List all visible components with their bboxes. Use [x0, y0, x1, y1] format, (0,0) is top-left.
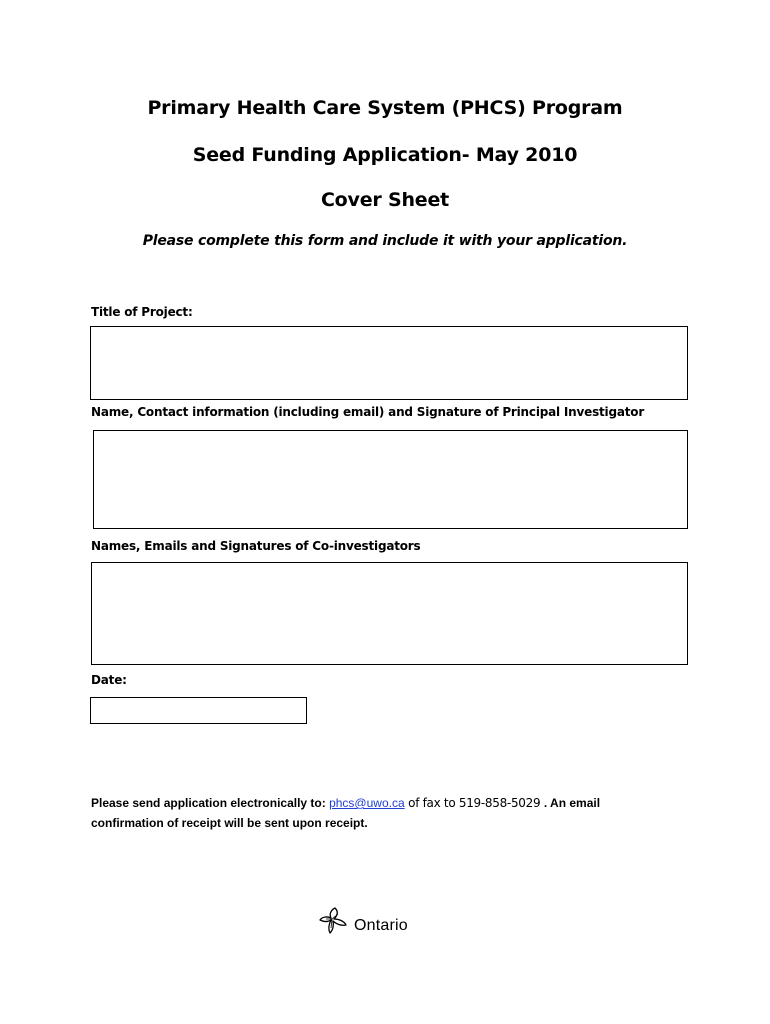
project-title-label: Title of Project: — [91, 305, 193, 319]
submission-instructions — [91, 793, 691, 833]
project-title-field[interactable] — [90, 326, 688, 400]
date-field[interactable] — [90, 697, 307, 724]
principal-investigator-field[interactable] — [93, 430, 688, 529]
trillium-icon — [318, 904, 354, 938]
coinvestigators-field[interactable] — [91, 562, 688, 665]
document-title: Primary Health Care System (PHCS) Program — [147, 97, 623, 119]
email-link[interactable]: phcs@uwo.ca — [329, 796, 405, 810]
confirmation-text-first: . An email — [543, 796, 601, 810]
date-label: Date: — [91, 673, 127, 687]
cover-sheet-heading: Cover Sheet — [320, 189, 450, 211]
principal-investigator-label: Name, Contact information (including email) and Signature of Principal Investigator — [91, 405, 645, 419]
instruction-text: Please complete this form and include it with your application. — [142, 233, 628, 249]
fax-text: of fax to 519-858-5029 — [404, 796, 544, 810]
confirmation-text-second: confirmation of receipt will be sent upon receipt. — [91, 816, 368, 830]
ontario-logo — [318, 904, 438, 938]
document-subtitle: Seed Funding Application- May 2010 — [192, 144, 578, 166]
coinvestigators-label: Names, Emails and Signatures of Co-investigators — [91, 539, 421, 553]
ontario-logo-text: Ontario — [354, 917, 408, 934]
send-prefix-text: Please send application electronically to: — [91, 796, 330, 810]
